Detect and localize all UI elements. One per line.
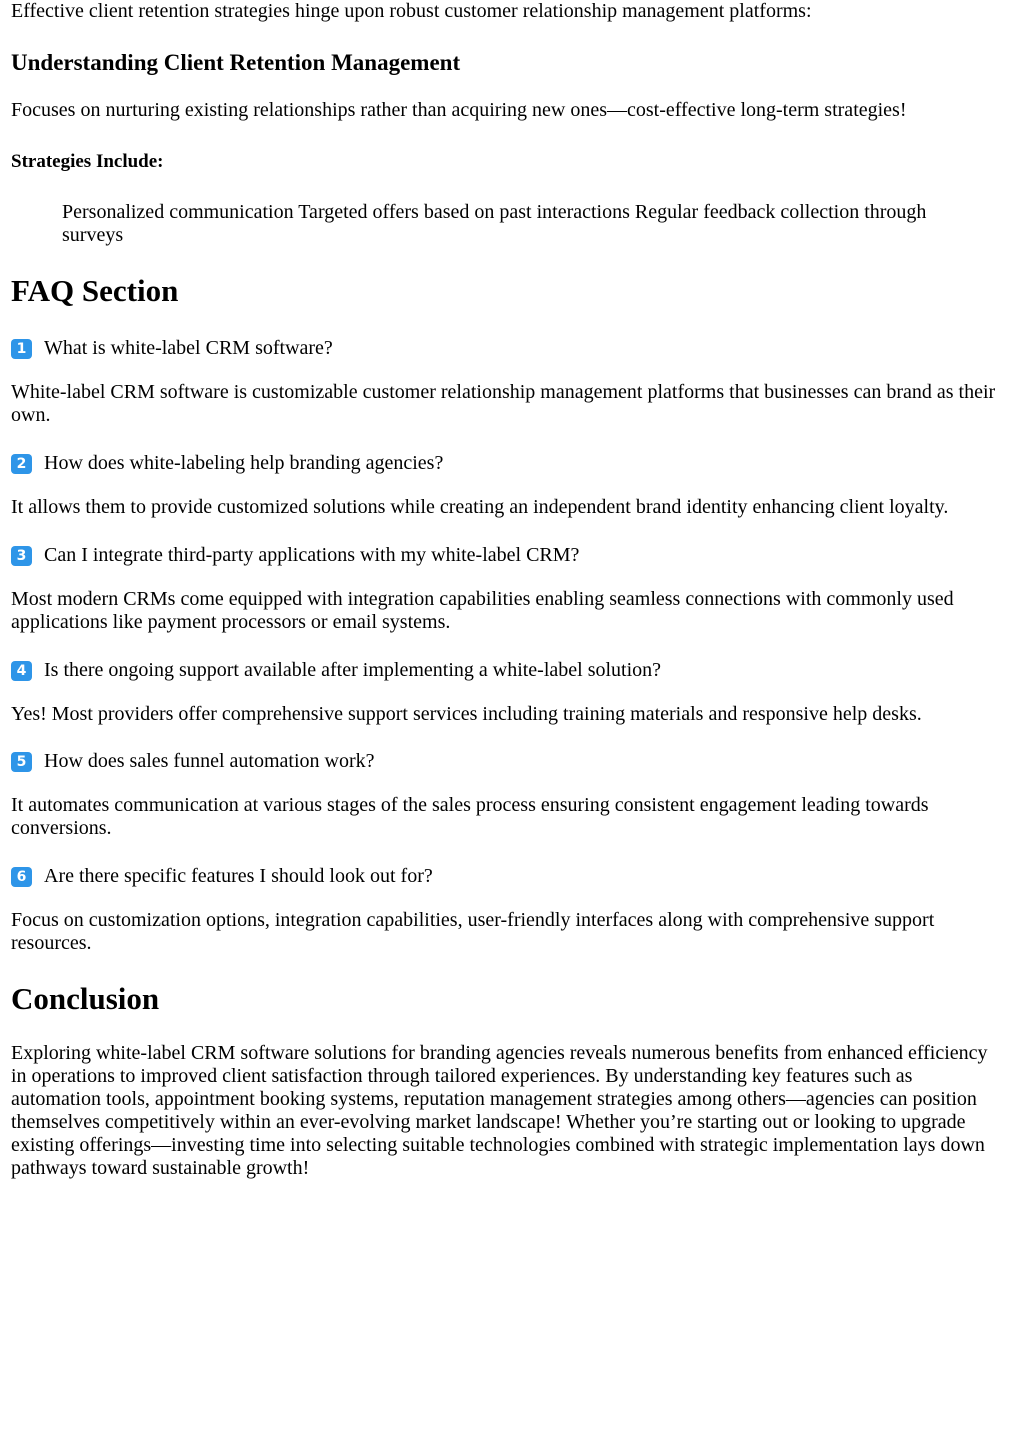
faq-answer: White-label CRM software is customizable customer relationship management platforms that businesses can brand as their own. [11, 381, 996, 426]
faq-answer: Yes! Most providers offer comprehensive support services including training materials and responsive help desks. [11, 703, 922, 725]
faq-question-text: Can I integrate third-party applications with my white-label CRM? [44, 544, 580, 566]
faq-heading: FAQ Section [11, 273, 179, 308]
faq-question [11, 544, 579, 567]
keycap-number-icon: 1 [11, 339, 32, 359]
keycap-number-icon: 3 [11, 546, 32, 566]
faq-question [11, 452, 443, 475]
retention-heading: Understanding Client Retention Management [11, 50, 461, 75]
faq-question [11, 750, 374, 773]
keycap-number-icon: 6 [11, 867, 32, 887]
faq-question [11, 865, 433, 888]
conclusion-heading: Conclusion [11, 981, 160, 1016]
faq-question-text: Are there specific features I should look out for? [44, 865, 433, 887]
faq-answer: Focus on customization options, integration capabilities, user-friendly interfaces along with comprehensive support resources. [11, 909, 935, 954]
strategies-heading: Strategies Include: [11, 151, 164, 172]
faq-question-text: What is white-label CRM software? [44, 337, 333, 359]
faq-question-text: Is there ongoing support available after implementing a white-label solution? [44, 659, 662, 681]
strategies-list: Personalized communication Targeted offers based on past interactions Regular feedback collection through surveys [62, 201, 927, 246]
faq-question-text: How does sales funnel automation work? [44, 750, 375, 772]
conclusion-paragraph: Exploring white-label CRM software solutions for branding agencies reveals numerous benefits from enhanced efficiency in operations to improved client satisfaction through tailored experiences. By understanding key features such as automation tools, appointment booking systems, reputation management strategies among others—agencies can position themselves competitively within an ever-evolving market landscape! Whether you’re starting out or looking to upgrade existing offerings—investing time into selecting suitable technologies combined with strategic implementation lays down pathways toward sustainable growth! [11, 1042, 988, 1179]
faq-question-text: How does white-labeling help branding agencies? [44, 452, 444, 474]
faq-question [11, 337, 333, 360]
keycap-number-icon: 2 [11, 454, 32, 474]
faq-answer: It automates communication at various stages of the sales process ensuring consistent engagement leading towards conversions. [11, 794, 929, 839]
intro-paragraph: Effective client retention strategies hinge upon robust customer relationship management platforms: [11, 0, 812, 22]
keycap-number-icon: 4 [11, 661, 32, 681]
retention-paragraph: Focuses on nurturing existing relationships rather than acquiring new ones—cost-effective long-term strategies! [11, 99, 907, 121]
faq-answer: Most modern CRMs come equipped with integration capabilities enabling seamless connections with commonly used applications like payment processors or email systems. [11, 588, 954, 633]
faq-answer: It allows them to provide customized solutions while creating an independent brand identity enhancing client loyalty. [11, 496, 949, 518]
keycap-number-icon: 5 [11, 752, 32, 772]
faq-question [11, 659, 661, 682]
